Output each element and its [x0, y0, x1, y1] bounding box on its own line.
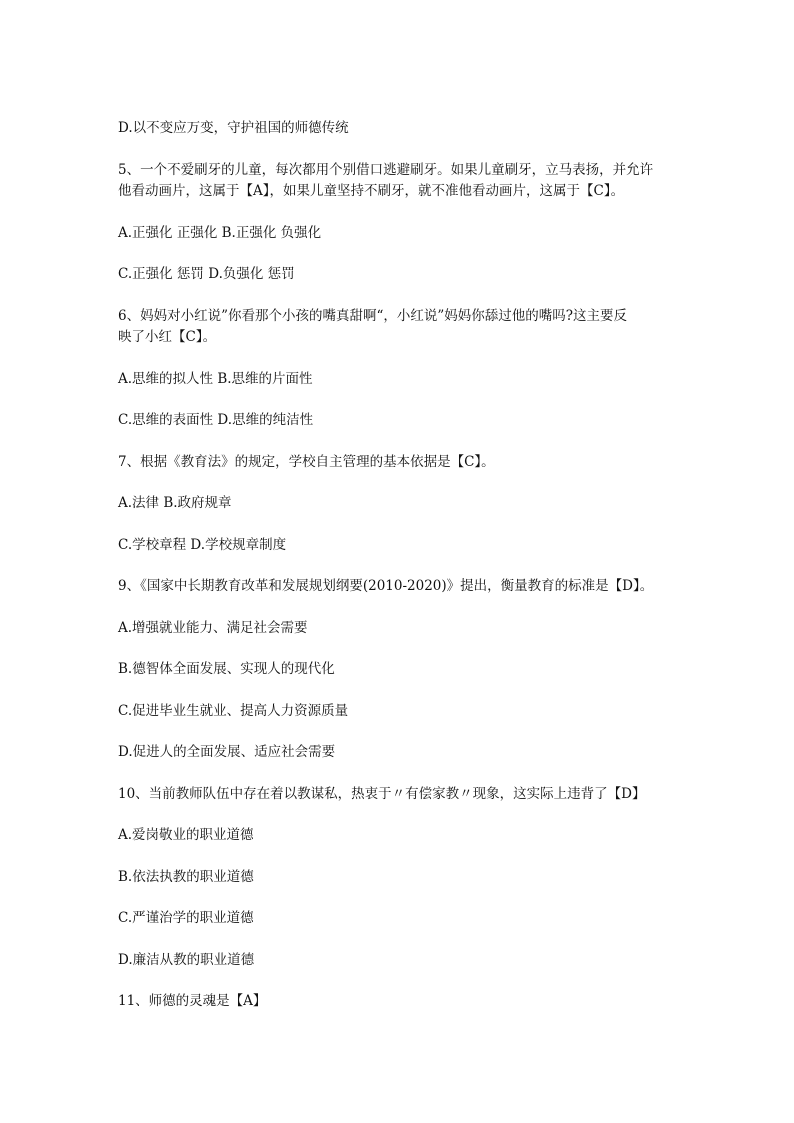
option-d-q9: D.促进人的全面发展、适应社会需要 — [118, 744, 336, 760]
question-9: 9、《国家中长期教育改革和发展规划纲要(2010-2020)》提出，衡量教育的标准是【D】。 — [118, 578, 654, 594]
option-a-q10: A.爱岗敬业的职业道德 — [118, 827, 254, 843]
question-5-line-2: 他看动画片，这属于【A】，如果儿童坚持不刷牙，就不准他看动画片，这属于【C】。 — [118, 183, 625, 199]
option-d-q10: D.廉洁从教的职业道德 — [118, 952, 255, 968]
question-6-line-1: 6、妈妈对小红说”你看那个小孩的嘴真甜啊“，小红说”妈妈你舔过他的嘴吗?这主要反 — [118, 308, 628, 324]
options-cd-q7: C.学校章程 D.学校规章制度 — [118, 537, 287, 553]
question-7: 7、根据《教育法》的规定，学校自主管理的基本依据是【C】。 — [118, 454, 495, 470]
options-ab-q5: A.正强化 正强化 B.正强化 负强化 — [118, 225, 322, 241]
question-10: 10、当前教师队伍中存在着以教谋私，热衷于〃有偿家教〃现象，这实际上违背了【D】 — [118, 786, 646, 802]
options-ab-q6: A.思维的拟人性 B.思维的片面性 — [118, 371, 313, 387]
option-a-q9: A.增强就业能力、满足社会需要 — [118, 620, 308, 636]
options-cd-q5: C.正强化 惩罚 D.负强化 惩罚 — [118, 266, 295, 282]
option-c-q10: C.严谨治学的职业道德 — [118, 910, 254, 926]
option-d-q4: D.以不变应万变，守护祖国的师德传统 — [118, 120, 349, 136]
question-5-line-1: 5、一个不爱刷牙的儿童，每次都用个别借口逃避刷牙。如果儿童刷牙，立马表扬，并允许 — [118, 162, 654, 178]
options-ab-q7: A.法律 B.政府规章 — [118, 495, 232, 511]
option-c-q9: C.促进毕业生就业、提高人力资源质量 — [118, 703, 349, 719]
question-6-line-2: 映了小红【C】。 — [118, 329, 217, 345]
option-b-q10: B.依法执教的职业道德 — [118, 869, 254, 885]
question-11: 11、师德的灵魂是【A】 — [118, 993, 267, 1009]
option-b-q9: B.德智体全面发展、实现人的现代化 — [118, 661, 335, 677]
options-cd-q6: C.思维的表面性 D.思维的纯洁性 — [118, 412, 314, 428]
